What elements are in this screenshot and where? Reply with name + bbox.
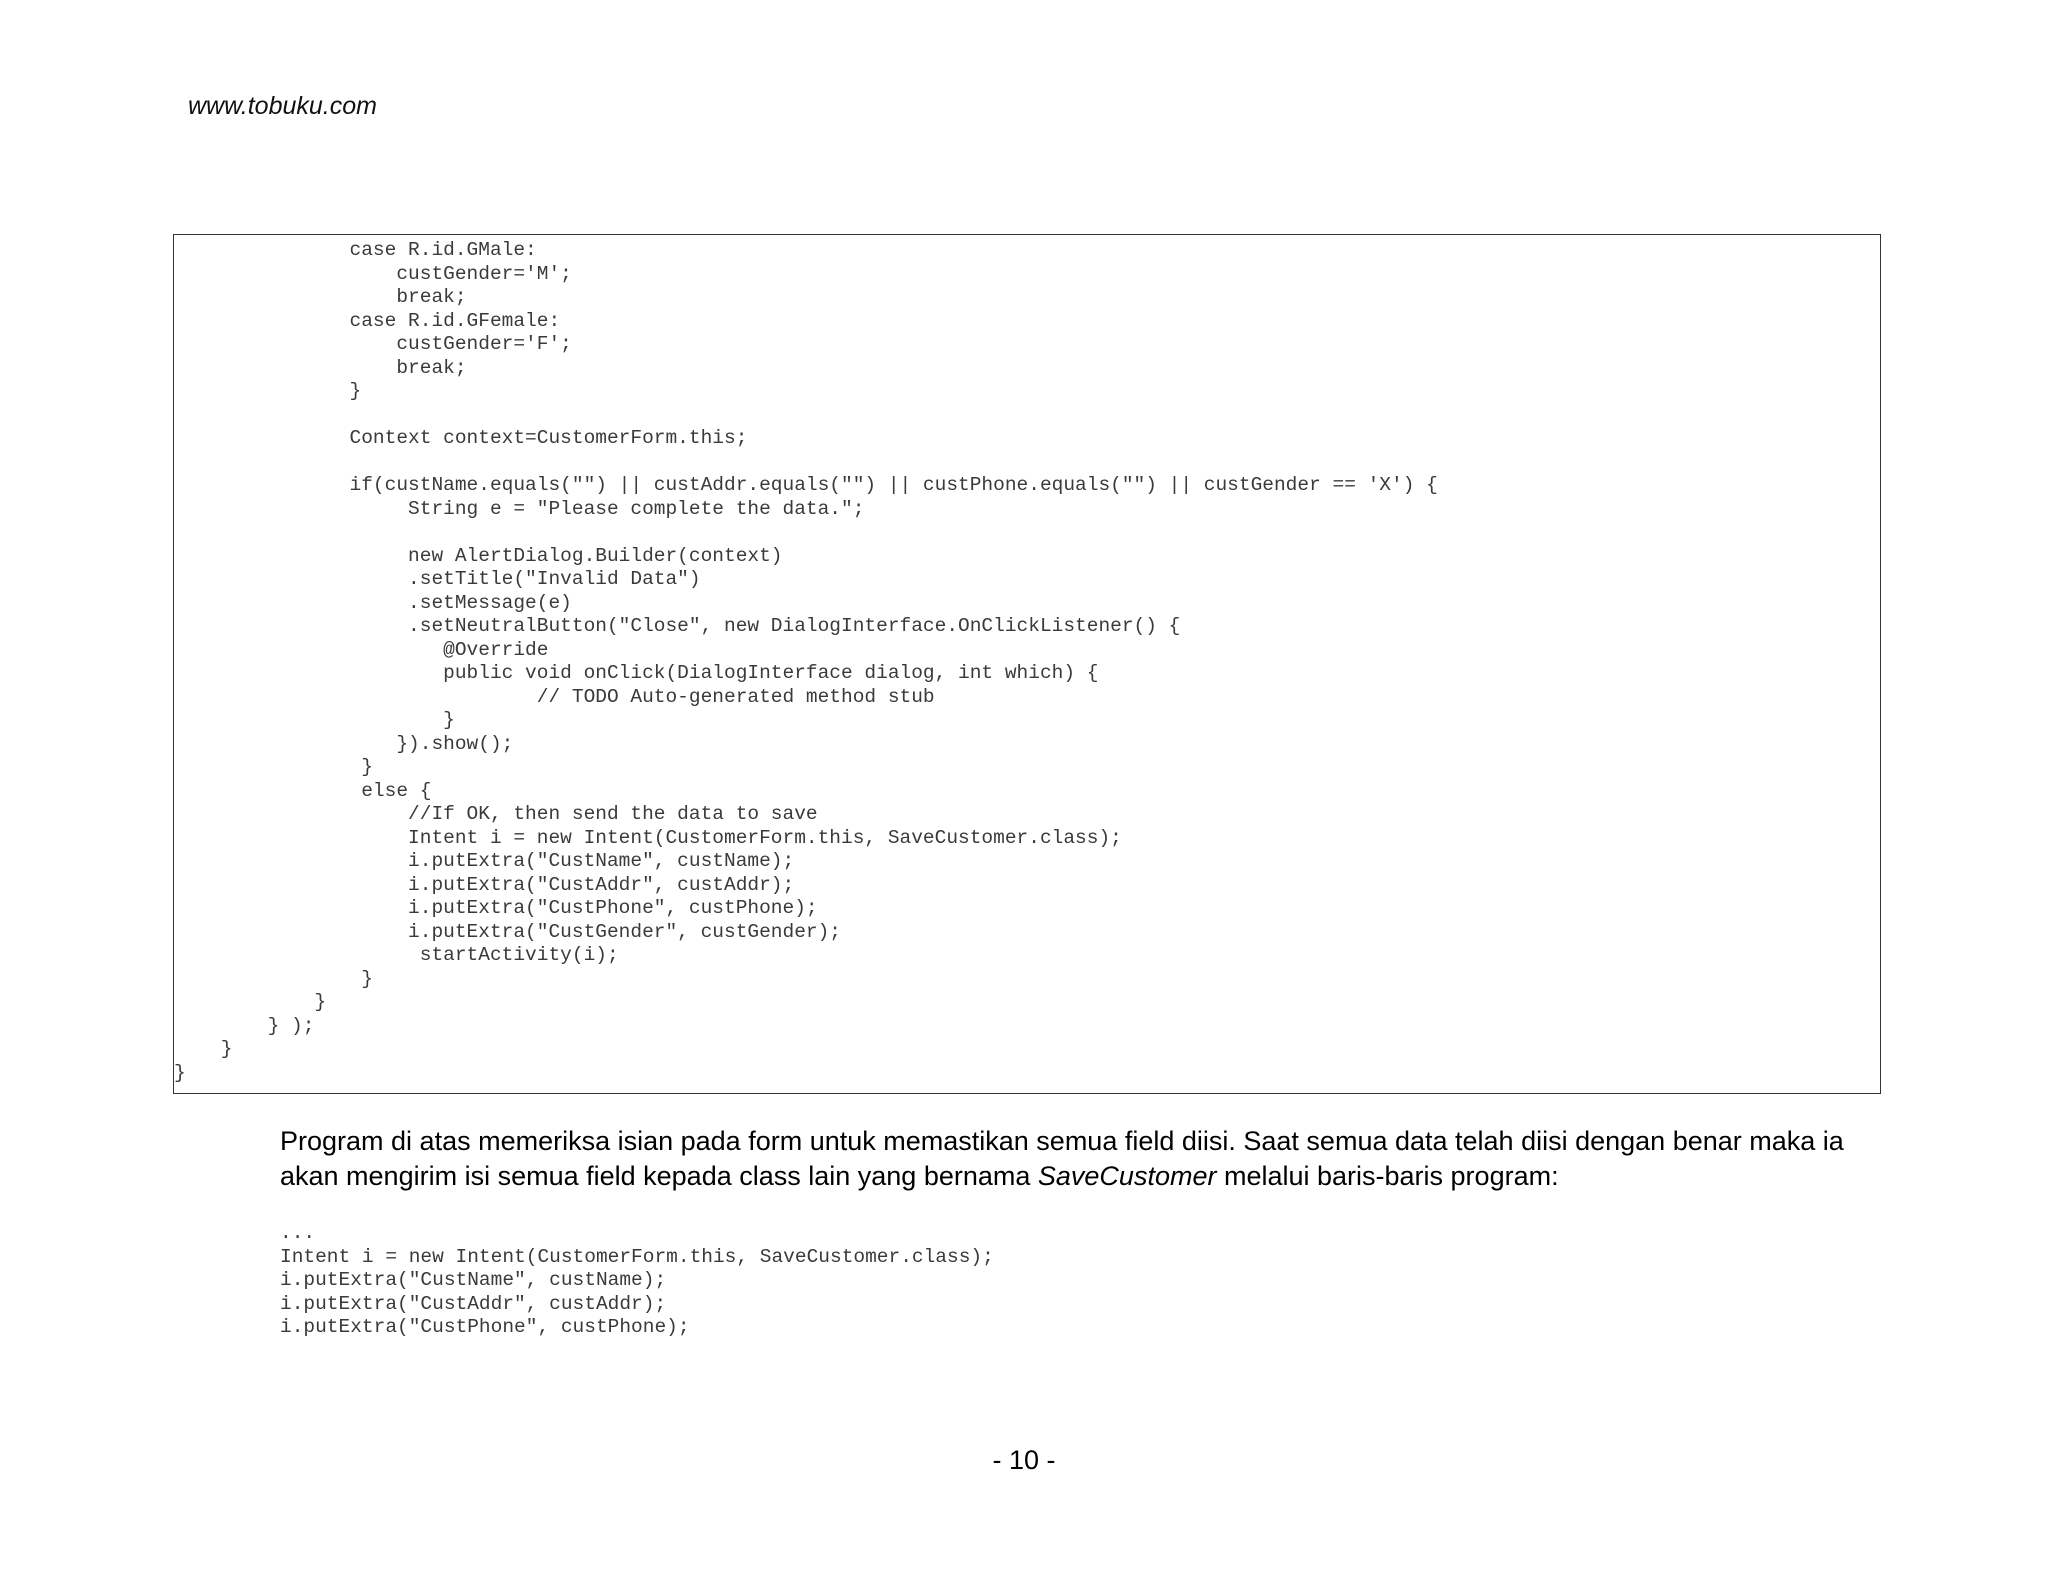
code-line: } ); <box>174 1014 315 1037</box>
code-line: custGender='M'; <box>174 262 572 285</box>
code-line: //If OK, then send the data to save <box>174 803 818 825</box>
body-paragraph <box>280 1124 1880 1194</box>
code-line: break; <box>174 286 467 308</box>
code-line: public void onClick(DialogInterface dialog, int which) { <box>174 662 1099 684</box>
code-line: } <box>174 756 373 778</box>
code-line: if(custName.equals("") || custAddr.equals("") || custPhone.equals("") || custGender == 'X') { <box>174 474 1438 496</box>
code-line: case R.id.GMale: <box>174 239 537 261</box>
code-line: .setNeutralButton("Close", new DialogInterface.OnClickListener() { <box>174 615 1181 637</box>
code-line: case R.id.GFemale: <box>174 309 561 332</box>
code-line: i.putExtra("CustAddr", custAddr); <box>174 873 795 896</box>
code-line: else { <box>174 779 432 802</box>
code-line: break; <box>174 356 467 379</box>
code-line: } <box>174 1038 233 1060</box>
code-line: custGender='F'; <box>174 333 572 355</box>
paragraph-emphasis: SaveCustomer <box>1037 1161 1217 1191</box>
code-line: // TODO Auto-generated method stub <box>174 685 935 708</box>
code-line: } <box>174 991 327 1013</box>
paragraph-text-before: Program di atas memeriksa isian pada form untuk memastikan semua field diisi. Saat semua data telah diisi dengan benar maka ia akan mengirim isi semua field kepada class lain yang bernama <box>280 1126 1844 1191</box>
code-line: @Override <box>174 638 549 661</box>
code-block <box>173 234 1881 1094</box>
code-line: Context context=CustomerForm.this; <box>174 427 748 449</box>
code-line: new AlertDialog.Builder(context) <box>174 544 783 567</box>
code-line: startActivity(i); <box>174 944 619 966</box>
code-line: i.putExtra("CustName", custName); <box>174 850 795 872</box>
code-line: } <box>174 380 362 402</box>
code-line: } <box>174 1061 186 1084</box>
code-line: } <box>174 967 373 990</box>
snippet-line: Intent i = new Intent(CustomerForm.this, SaveCustomer.class); <box>280 1245 994 1268</box>
snippet-line: i.putExtra("CustPhone", custPhone); <box>280 1316 690 1338</box>
header-site-url: www.tobuku.com <box>188 92 377 120</box>
code-line: i.putExtra("CustPhone", custPhone); <box>174 897 818 919</box>
snippet-line: ... <box>280 1222 316 1244</box>
code-line: }).show(); <box>174 732 514 755</box>
snippet-line: i.putExtra("CustName", custName); <box>280 1269 667 1291</box>
code-line: .setMessage(e) <box>174 591 572 614</box>
code-line: i.putExtra("CustGender", custGender); <box>174 920 842 943</box>
snippet-line: i.putExtra("CustAddr", custAddr); <box>280 1292 667 1315</box>
page-number: - 10 - <box>992 1445 1056 1475</box>
code-line: .setTitle("Invalid Data") <box>174 568 701 590</box>
code-line: String e = "Please complete the data."; <box>174 497 865 520</box>
code-line: } <box>174 709 455 731</box>
paragraph-text-after: melalui baris-baris program: <box>1216 1161 1559 1191</box>
code-line: Intent i = new Intent(CustomerForm.this, SaveCustomer.class); <box>174 826 1122 849</box>
